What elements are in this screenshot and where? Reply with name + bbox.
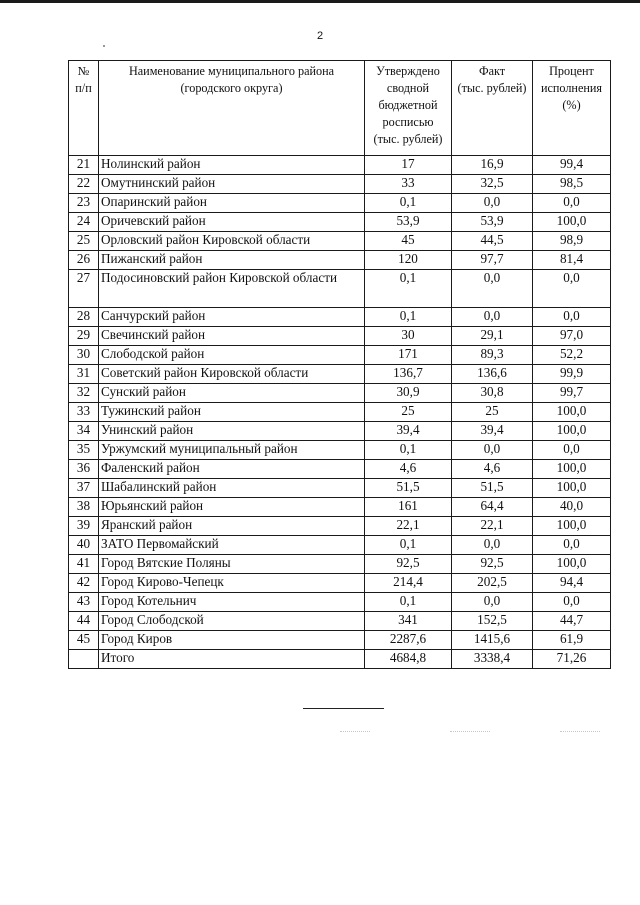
top-edge-rule bbox=[0, 0, 640, 3]
district-name: Яранский район bbox=[99, 517, 365, 536]
fact-value: 152,5 bbox=[452, 612, 533, 631]
approved-value: 30 bbox=[365, 327, 452, 346]
row-number: 41 bbox=[69, 555, 99, 574]
table-row bbox=[69, 460, 611, 479]
row-number: 23 bbox=[69, 194, 99, 213]
fact-value: 22,1 bbox=[452, 517, 533, 536]
table-row bbox=[69, 270, 611, 308]
table-row bbox=[69, 479, 611, 498]
district-name: Нолинский район bbox=[99, 156, 365, 175]
district-name: Омутнинский район bbox=[99, 175, 365, 194]
header-line: Факт bbox=[478, 64, 506, 78]
approved-value: 0,1 bbox=[365, 270, 452, 308]
percent-value: 40,0 bbox=[533, 498, 611, 517]
approved-value: 161 bbox=[365, 498, 452, 517]
approved-value: 4,6 bbox=[365, 460, 452, 479]
header-approved bbox=[365, 61, 452, 156]
approved-value: 2287,6 bbox=[365, 631, 452, 650]
approved-value: 0,1 bbox=[365, 194, 452, 213]
percent-value: 98,9 bbox=[533, 232, 611, 251]
scan-noise-dots bbox=[560, 731, 600, 733]
table-row bbox=[69, 631, 611, 650]
percent-value: 81,4 bbox=[533, 251, 611, 270]
approved-value: 341 bbox=[365, 612, 452, 631]
percent-value: 100,0 bbox=[533, 422, 611, 441]
fact-value: 92,5 bbox=[452, 555, 533, 574]
table-row bbox=[69, 612, 611, 631]
table-row bbox=[69, 574, 611, 593]
row-number: 39 bbox=[69, 517, 99, 536]
approved-value: 30,9 bbox=[365, 384, 452, 403]
scan-noise-dots bbox=[340, 731, 370, 733]
district-name: Тужинский район bbox=[99, 403, 365, 422]
table-row bbox=[69, 536, 611, 555]
district-name: Юрьянский район bbox=[99, 498, 365, 517]
row-number: 33 bbox=[69, 403, 99, 422]
percent-value: 100,0 bbox=[533, 479, 611, 498]
district-name: Оричевский район bbox=[99, 213, 365, 232]
fact-value: 30,8 bbox=[452, 384, 533, 403]
row-number: 29 bbox=[69, 327, 99, 346]
header-line: (тыс. рублей) bbox=[457, 81, 527, 95]
district-name: Уржумский муниципальный район bbox=[99, 441, 365, 460]
approved-value: 22,1 bbox=[365, 517, 452, 536]
district-name: Сунский район bbox=[99, 384, 365, 403]
percent-value: 99,7 bbox=[533, 384, 611, 403]
fact-value: 0,0 bbox=[452, 270, 533, 308]
row-number: 24 bbox=[69, 213, 99, 232]
row-number: 45 bbox=[69, 631, 99, 650]
table-row bbox=[69, 232, 611, 251]
table-row bbox=[69, 498, 611, 517]
percent-value: 100,0 bbox=[533, 555, 611, 574]
percent-value: 100,0 bbox=[533, 213, 611, 232]
approved-value: 25 bbox=[365, 403, 452, 422]
district-name: Советский район Кировской области bbox=[99, 365, 365, 384]
fact-value: 0,0 bbox=[452, 308, 533, 327]
fact-value: 1415,6 bbox=[452, 631, 533, 650]
page-number: 2 bbox=[316, 30, 324, 42]
fact-value: 0,0 bbox=[452, 441, 533, 460]
fact-value: 51,5 bbox=[452, 479, 533, 498]
budget-execution-table bbox=[68, 60, 611, 669]
table-row bbox=[69, 346, 611, 365]
header-line: исполнения bbox=[540, 81, 603, 95]
header-line: п/п bbox=[75, 81, 92, 95]
percent-value: 99,4 bbox=[533, 156, 611, 175]
header-line: Утверждено bbox=[376, 64, 440, 78]
fact-value: 0,0 bbox=[452, 194, 533, 213]
total-label: Итого bbox=[99, 650, 365, 669]
header-line: № bbox=[77, 64, 90, 78]
approved-value: 0,1 bbox=[365, 308, 452, 327]
percent-value: 98,5 bbox=[533, 175, 611, 194]
percent-value: 0,0 bbox=[533, 194, 611, 213]
header-line: бюджетной bbox=[378, 98, 438, 112]
table-row bbox=[69, 403, 611, 422]
approved-value: 120 bbox=[365, 251, 452, 270]
district-name: Свечинский район bbox=[99, 327, 365, 346]
district-name: Пижанский район bbox=[99, 251, 365, 270]
district-name: Город Киров bbox=[99, 631, 365, 650]
approved-value: 171 bbox=[365, 346, 452, 365]
approved-value: 51,5 bbox=[365, 479, 452, 498]
approved-value: 53,9 bbox=[365, 213, 452, 232]
table-row bbox=[69, 384, 611, 403]
fact-value: 53,9 bbox=[452, 213, 533, 232]
header-line: (городского округа) bbox=[180, 81, 283, 95]
fact-value: 44,5 bbox=[452, 232, 533, 251]
fact-value: 0,0 bbox=[452, 593, 533, 612]
fact-value: 39,4 bbox=[452, 422, 533, 441]
table-row bbox=[69, 194, 611, 213]
table-row bbox=[69, 593, 611, 612]
district-name: Город Кирово-Чепецк bbox=[99, 574, 365, 593]
district-name: Орловский район Кировской области bbox=[99, 232, 365, 251]
fact-value: 202,5 bbox=[452, 574, 533, 593]
row-number: 37 bbox=[69, 479, 99, 498]
row-number: 38 bbox=[69, 498, 99, 517]
table-row bbox=[69, 555, 611, 574]
row-number: 21 bbox=[69, 156, 99, 175]
district-name: Подосиновский район Кировской области bbox=[99, 270, 365, 308]
total-number-cell bbox=[69, 650, 99, 669]
table-row bbox=[69, 251, 611, 270]
scan-noise-dots bbox=[450, 731, 490, 733]
approved-value: 136,7 bbox=[365, 365, 452, 384]
percent-value: 0,0 bbox=[533, 593, 611, 612]
approved-value: 39,4 bbox=[365, 422, 452, 441]
table-header-row bbox=[69, 61, 611, 156]
header-percent bbox=[533, 61, 611, 156]
fact-value: 32,5 bbox=[452, 175, 533, 194]
district-name: Унинский район bbox=[99, 422, 365, 441]
fact-value: 89,3 bbox=[452, 346, 533, 365]
fact-value: 0,0 bbox=[452, 536, 533, 555]
district-name: Город Вятские Поляны bbox=[99, 555, 365, 574]
fact-value: 136,6 bbox=[452, 365, 533, 384]
district-name: Санчурский район bbox=[99, 308, 365, 327]
fact-value: 25 bbox=[452, 403, 533, 422]
scan-speck bbox=[103, 45, 105, 47]
total-fact: 3338,4 bbox=[452, 650, 533, 669]
row-number: 30 bbox=[69, 346, 99, 365]
percent-value: 100,0 bbox=[533, 460, 611, 479]
row-number: 36 bbox=[69, 460, 99, 479]
approved-value: 92,5 bbox=[365, 555, 452, 574]
row-number: 40 bbox=[69, 536, 99, 555]
fact-value: 16,9 bbox=[452, 156, 533, 175]
percent-value: 61,9 bbox=[533, 631, 611, 650]
percent-value: 0,0 bbox=[533, 308, 611, 327]
approved-value: 214,4 bbox=[365, 574, 452, 593]
fact-value: 29,1 bbox=[452, 327, 533, 346]
row-number: 42 bbox=[69, 574, 99, 593]
fact-value: 64,4 bbox=[452, 498, 533, 517]
district-name: Слободской район bbox=[99, 346, 365, 365]
header-line: Наименование муниципального района bbox=[128, 64, 335, 78]
signature-line bbox=[303, 708, 384, 709]
district-name: Опаринский район bbox=[99, 194, 365, 213]
approved-value: 17 bbox=[365, 156, 452, 175]
table-row bbox=[69, 308, 611, 327]
header-line: (тыс. рублей) bbox=[373, 132, 443, 146]
table-row bbox=[69, 327, 611, 346]
district-name: Шабалинский район bbox=[99, 479, 365, 498]
percent-value: 99,9 bbox=[533, 365, 611, 384]
table-row bbox=[69, 365, 611, 384]
district-name: Фаленский район bbox=[99, 460, 365, 479]
table-row bbox=[69, 213, 611, 232]
district-name: Город Котельнич bbox=[99, 593, 365, 612]
percent-value: 0,0 bbox=[533, 441, 611, 460]
district-name: ЗАТО Первомайский bbox=[99, 536, 365, 555]
approved-value: 33 bbox=[365, 175, 452, 194]
percent-value: 94,4 bbox=[533, 574, 611, 593]
district-name: Город Слободской bbox=[99, 612, 365, 631]
row-number: 44 bbox=[69, 612, 99, 631]
header-fact bbox=[452, 61, 533, 156]
percent-value: 100,0 bbox=[533, 517, 611, 536]
approved-value: 0,1 bbox=[365, 593, 452, 612]
table-row bbox=[69, 156, 611, 175]
header-line: сводной bbox=[386, 81, 430, 95]
percent-value: 100,0 bbox=[533, 403, 611, 422]
approved-value: 0,1 bbox=[365, 536, 452, 555]
percent-value: 52,2 bbox=[533, 346, 611, 365]
percent-value: 97,0 bbox=[533, 327, 611, 346]
row-number: 31 bbox=[69, 365, 99, 384]
row-number: 28 bbox=[69, 308, 99, 327]
row-number: 43 bbox=[69, 593, 99, 612]
table-row bbox=[69, 422, 611, 441]
row-number: 34 bbox=[69, 422, 99, 441]
total-approved: 4684,8 bbox=[365, 650, 452, 669]
table-row bbox=[69, 441, 611, 460]
approved-value: 45 bbox=[365, 232, 452, 251]
header-num bbox=[69, 61, 99, 156]
percent-value: 0,0 bbox=[533, 270, 611, 308]
row-number: 22 bbox=[69, 175, 99, 194]
total-row bbox=[69, 650, 611, 669]
fact-value: 4,6 bbox=[452, 460, 533, 479]
row-number: 32 bbox=[69, 384, 99, 403]
header-name bbox=[99, 61, 365, 156]
row-number: 35 bbox=[69, 441, 99, 460]
total-percent: 71,26 bbox=[533, 650, 611, 669]
table-row bbox=[69, 517, 611, 536]
row-number: 25 bbox=[69, 232, 99, 251]
header-line: росписью bbox=[382, 115, 434, 129]
row-number: 27 bbox=[69, 270, 99, 308]
fact-value: 97,7 bbox=[452, 251, 533, 270]
percent-value: 44,7 bbox=[533, 612, 611, 631]
percent-value: 0,0 bbox=[533, 536, 611, 555]
header-line: Процент bbox=[549, 64, 594, 78]
table-row bbox=[69, 175, 611, 194]
approved-value: 0,1 bbox=[365, 441, 452, 460]
row-number: 26 bbox=[69, 251, 99, 270]
header-line: (%) bbox=[562, 98, 581, 112]
